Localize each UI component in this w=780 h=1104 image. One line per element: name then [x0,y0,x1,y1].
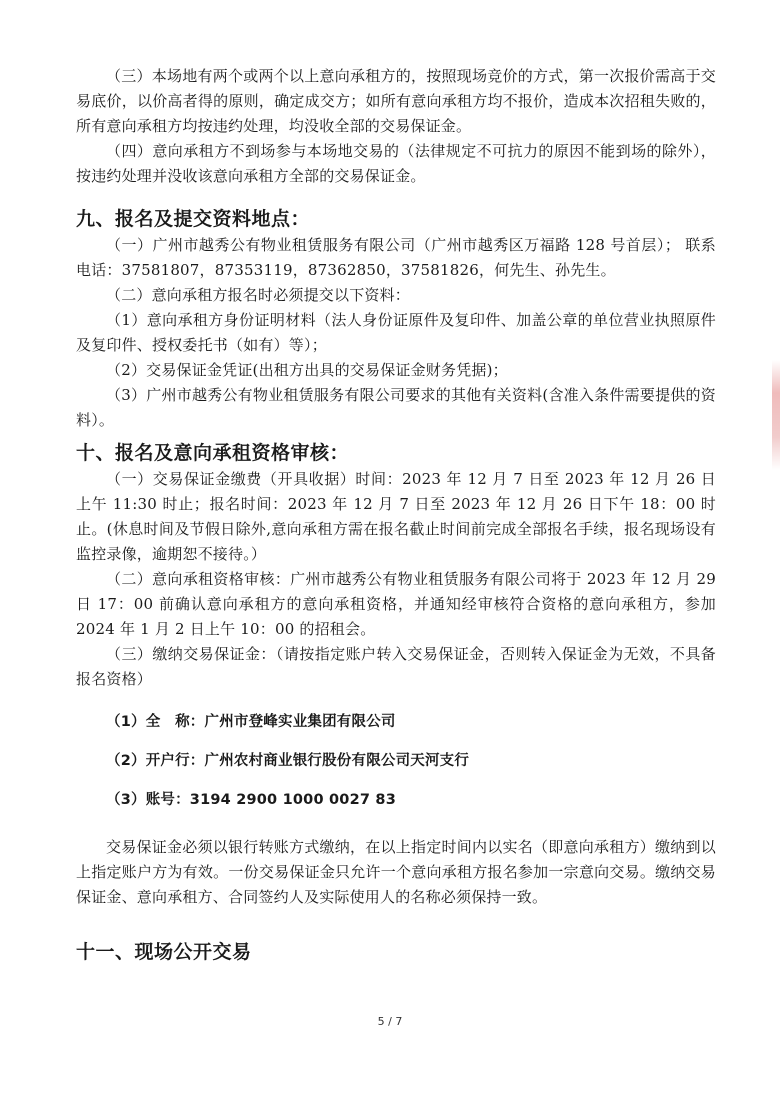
paragraph-9-5: （3）广州市越秀公有物业租赁服务有限公司要求的其他有关资料(含准入条件需要提供的资料）。 [76,386,716,429]
section-10-heading: 十、报名及意向承租资格审核： [76,442,350,464]
paragraph-9-3: （1）意向承租方身份证明材料（法人身份证原件及复印件、加盖公章的单位营业执照原件及复印件、授权委托书（如有）等）； [76,311,716,354]
section-11-heading: 十一、现场公开交易 [76,941,252,963]
paragraph-10-3: （三）缴纳交易保证金：（请按指定账户转入交易保证金，否则转入保证金为无效，不具备报名资格） [76,645,716,688]
paragraph-9-1: （一）广州市越秀公有物业租赁服务有限公司（广州市越秀区万福路 128 号首层）； 联系电话：37581807，87353119，87362850，37581826，何先生、孙先生。 [76,236,716,279]
binding-stamp-edge [772,360,780,470]
document-body [76,64,716,966]
paragraph-10-2: （二）意向承租资格审核：广州市越秀公有物业租赁服务有限公司将于 2023 年 12 月 29 日 17：00 前确认意向承租方的意向承租资格，并通知经审核符合资格的意向承租方，参加 2024 年 1 月 2 日上午 10：00 的招租会。 [76,570,716,638]
paragraph-10-4: 交易保证金必须以银行转账方式缴纳，在以上指定时间内以实名（即意向承租方）缴纳到以上指定账户方为有效。一份交易保证金只允许一个意向承租方报名参加一宗意向交易。缴纳交易保证金、意向承租方、合同签约人及实际使用人的名称必须保持一致。 [76,838,716,906]
bank-branch: （2）开户行：广州农村商业银行股份有限公司天河支行 [106,753,470,769]
page-number: 5 / 7 [377,1015,403,1028]
paragraph-10-1: （一）交易保证金缴费（开具收据）时间：2023 年 12 月 7 日至 2023 年 12 月 26 日上午 11:30 时止；报名时间：2023 年 12 月 7 日至 2023 年 12 月 26 日下午 18：00 时止。(休息时间及节假日除外,意向承租方需在报名截止时间前完成全部报名手续，报名现场设有监控录像，逾期恕不接待。） [76,470,716,563]
paragraph-9-4: （2）交易保证金凭证(出租方出具的交易保证金财务凭据)； [106,361,508,379]
bank-account-number: （3）账号：3194 2900 1000 0027 83 [106,792,396,808]
paragraph-8-4: （四）意向承租方不到场参与本场地交易的（法律规定不可抗力的原因不能到场的除外），按违约处理并没收该意向承租方全部的交易保证金。 [76,142,716,185]
paragraph-9-2: （二）意向承租方报名时必须提交以下资料： [106,286,411,304]
section-9-heading: 九、报名及提交资料地点： [76,208,311,230]
paragraph-8-3: （三）本场地有两个或两个以上意向承租方的，按照现场竞价的方式，第一次报价需高于交易底价，以价高者得的原则，确定成交方；如所有意向承租方均不报价，造成本次招租失败的，所有意向承租方均按违约处理，均没收全部的交易保证金。 [76,67,716,135]
bank-account-name: （1）全 称：广州市登峰实业集团有限公司 [106,714,396,730]
